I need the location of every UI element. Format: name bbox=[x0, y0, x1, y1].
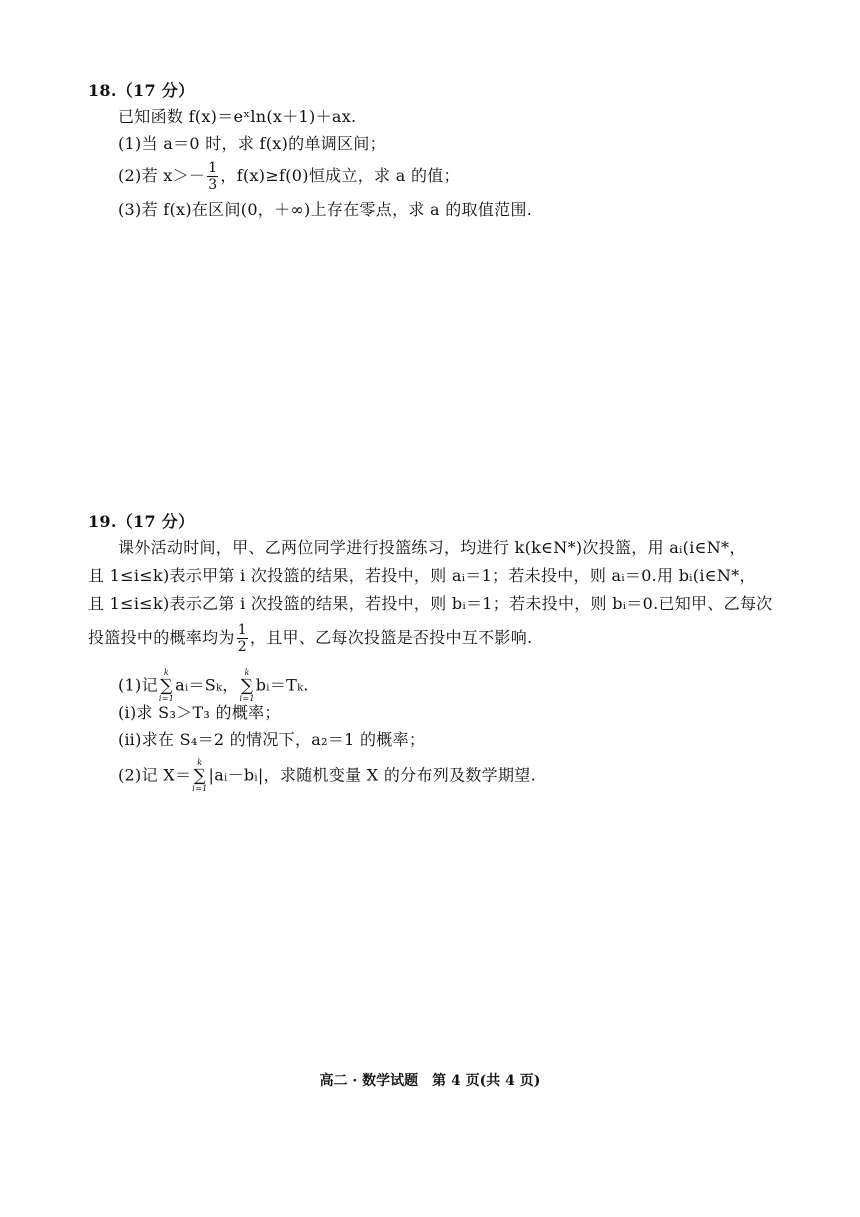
q19-text-line3: 且 1≤i≤k)表示乙第 i 次投篮的结果，若投中，则 bᵢ＝1；若未投中，则 bᵢ＝0.已知甲、乙每次 bbox=[88, 594, 773, 613]
sum-upper-limit: k bbox=[197, 758, 203, 767]
sum-lower-limit: i=1 bbox=[192, 784, 208, 793]
q19-part2-expr: |aᵢ－bᵢ|，求随机变量 X 的分布列及数学期望. bbox=[208, 765, 536, 785]
q19-text-line1: 课外活动时间，甲、乙两位同学进行投篮练习，均进行 k(k∈N*)次投篮，用 aᵢ(i∈N*， bbox=[118, 538, 746, 557]
fraction-numerator: 1 bbox=[237, 622, 247, 638]
q19-text-line4 bbox=[88, 622, 532, 655]
q18-stem: 已知函数 f(x)＝eˣln(x＋1)＋ax. bbox=[118, 107, 357, 126]
q19-part2 bbox=[118, 758, 536, 794]
q18-part1: (1)当 a＝0 时，求 f(x)的单调区间； bbox=[118, 134, 386, 153]
sum-lower-limit: i=1 bbox=[239, 694, 255, 703]
q18-part2 bbox=[118, 160, 460, 193]
q19-part2-label: (2)记 X＝ bbox=[118, 765, 192, 785]
q19-part1-label: (1)记 bbox=[118, 675, 158, 695]
sum-lower-limit: i=1 bbox=[158, 694, 175, 703]
summation-symbol: k ∑ i=1 bbox=[239, 668, 255, 703]
q18-header: 18.（17 分） bbox=[88, 81, 195, 100]
fraction-denominator: 2 bbox=[237, 639, 247, 655]
q19-header: 19.（17 分） bbox=[88, 512, 195, 531]
fraction-numerator: 1 bbox=[208, 160, 218, 176]
q19-part1-a-expr: aᵢ＝Sₖ， bbox=[175, 675, 239, 695]
page-footer: 高二 · 数学试题 第 4 页(共 4 页) bbox=[319, 1073, 541, 1089]
q19-part1-b-expr: bᵢ＝Tₖ. bbox=[255, 675, 309, 695]
fraction-denominator: 3 bbox=[208, 177, 218, 193]
q18-part2-prefix: (2)若 x＞－ bbox=[118, 166, 206, 185]
q19-part1-ii: (ⅱ)求在 S₄＝2 的情况下，a₂＝1 的概率； bbox=[118, 730, 426, 749]
q19-text-line2: 且 1≤i≤k)表示甲第 i 次投篮的结果，若投中，则 aᵢ＝1；若未投中，则 aᵢ＝0.用 bᵢ(i∈N*， bbox=[88, 566, 756, 585]
q19-part1 bbox=[118, 668, 309, 704]
q18-part2-fraction bbox=[207, 160, 218, 193]
summation-symbol: k ∑ i=1 bbox=[192, 758, 208, 793]
q18-part3: (3)若 f(x)在区间(0，＋∞)上存在零点，求 a 的取值范围. bbox=[118, 200, 533, 219]
q19-line4-suffix: ，且甲、乙每次投篮是否投中互不影响. bbox=[249, 628, 533, 647]
sum-upper-limit: k bbox=[244, 668, 250, 677]
q18-part2-suffix: ，f(x)≥f(0)恒成立，求 a 的值； bbox=[220, 166, 460, 185]
summation-symbol: k ∑ i=1 bbox=[158, 668, 175, 703]
q19-part1-i: (ⅰ)求 S₃＞T₃ 的概率； bbox=[118, 703, 281, 722]
sum-upper-limit: k bbox=[163, 668, 170, 677]
q19-probability-fraction bbox=[237, 622, 248, 655]
q19-line4-prefix: 投篮投中的概率均为 bbox=[88, 628, 235, 647]
